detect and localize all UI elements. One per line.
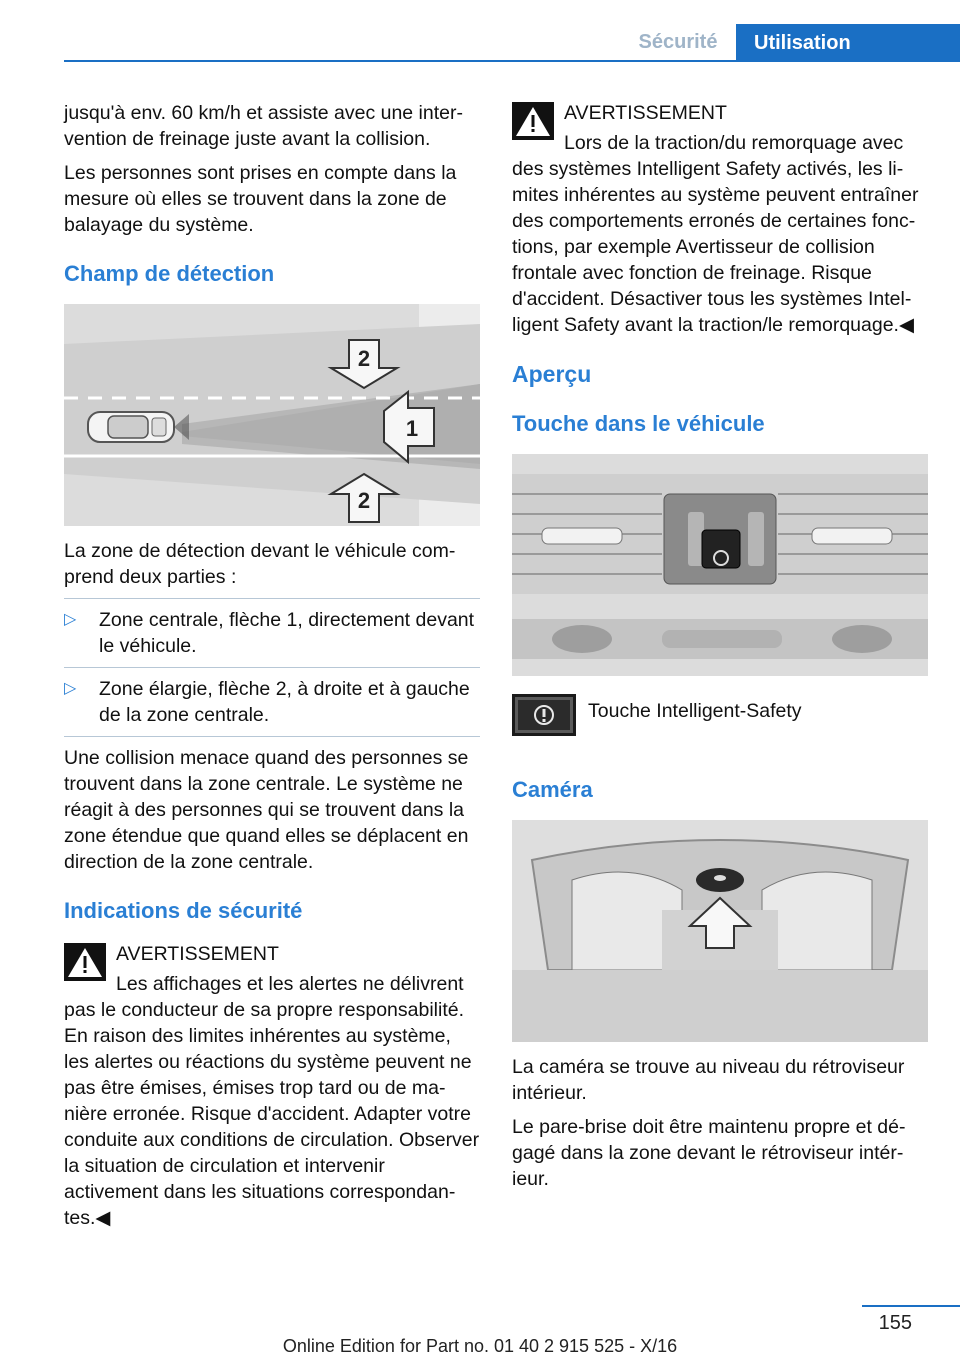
svg-text:2: 2 <box>357 488 371 513</box>
warning-block <box>512 100 928 338</box>
svg-text:1: 1 <box>405 416 419 441</box>
warning-body: des systèmes Intelligent Safety activés, les limites inhérentes au système peuvent entraîner des comportements erronés de certaines fonctions, par exemple Avertisseur de collision frontale avec fonction de freinage. Risque d'accident. Désactiver tous les systèmes Intelligent Safety avant la traction/le remorquage.◀ <box>512 158 919 336</box>
warning-icon <box>512 102 554 140</box>
triangle-bullet-icon: ▷ <box>64 611 77 628</box>
collision-paragraph: Une collision menace quand des personnes se trouvent dans la zone centrale. Le système ne réagit à des personnes qui se trouvent dans la zone étendue que quand elles se déplacent en direction de la zone centrale. <box>64 747 469 873</box>
dashboard-button-figure <box>512 454 928 676</box>
footer-rule <box>862 1305 960 1307</box>
warning-first-line: Lors de la traction/du remorquage avec <box>564 132 904 154</box>
intelligent-safety-key-icon <box>512 694 576 736</box>
divider <box>64 736 480 737</box>
header-tab-utilisation[interactable]: Utilisation <box>736 24 960 62</box>
heading-safety-notes: Indications de sécurité <box>64 898 303 923</box>
right-column <box>512 100 928 1200</box>
list-item <box>64 607 480 659</box>
intro-paragraph: jusqu'à env. 60 km/h et assiste avec une intervention de freinage juste avant la collision. <box>64 102 463 150</box>
warning-icon <box>64 943 106 981</box>
warning-body: pas le conducteur de sa propre responsabilité. En raison des limites inhérentes au système, les alertes ou réactions du système peuvent ne pas être émises, émises trop tard ou de manière erronée. Risque d'accident. Adapter votre conduite aux conditions de circulation. Observer la situation de circulation et intervenir activement dans les situations correspondantes.◀ <box>64 999 480 1229</box>
heading-camera: Caméra <box>512 777 593 802</box>
left-column <box>64 100 480 1231</box>
intelligent-safety-key-label: Touche Intelligent-Safety <box>588 700 802 722</box>
list-item <box>64 676 480 728</box>
warning-block <box>64 941 480 1231</box>
detection-description: La zone de détection devant le véhicule comprend deux parties : <box>64 540 456 588</box>
car-icon <box>88 412 174 442</box>
page-number: 155 <box>878 1312 912 1334</box>
svg-text:2: 2 <box>357 346 371 371</box>
camera-figure <box>512 820 928 1042</box>
divider <box>64 598 480 599</box>
list-item-text: Zone élargie, flèche 2, à droite et à gauche de la zone centrale. <box>99 678 470 726</box>
persons-paragraph: Les personnes sont prises en compte dans la mesure où elles se trouvent dans la zone de balayage du système. <box>64 162 457 236</box>
heading-overview: Aperçu <box>512 361 592 387</box>
edition-note: Online Edition for Part no. 01 40 2 915 525 - X/16 <box>282 1336 678 1356</box>
warning-title: AVERTISSEMENT <box>564 102 727 124</box>
warning-title: AVERTISSEMENT <box>116 943 279 965</box>
heading-button-in-vehicle: Touche dans le véhicule <box>512 411 765 436</box>
detection-field-figure <box>64 304 480 526</box>
camera-location-paragraph: La caméra se trouve au niveau du rétroviseur intérieur. <box>512 1056 905 1104</box>
divider <box>64 667 480 668</box>
warning-first-line: Les affichages et les alertes ne délivrent <box>116 973 464 995</box>
detection-list <box>64 607 480 728</box>
intelligent-safety-key-row <box>512 694 928 754</box>
header-tab-securite[interactable]: Sécurité <box>638 31 718 53</box>
list-item-text: Zone centrale, flèche 1, directement devant le véhicule. <box>99 609 475 657</box>
heading-detection-field: Champ de détection <box>64 261 275 286</box>
windshield-paragraph: Le pare-brise doit être maintenu propre et dégagé dans la zone devant le rétroviseur intérieur. <box>512 1116 906 1190</box>
triangle-bullet-icon: ▷ <box>64 680 77 697</box>
header-rule <box>64 60 960 62</box>
